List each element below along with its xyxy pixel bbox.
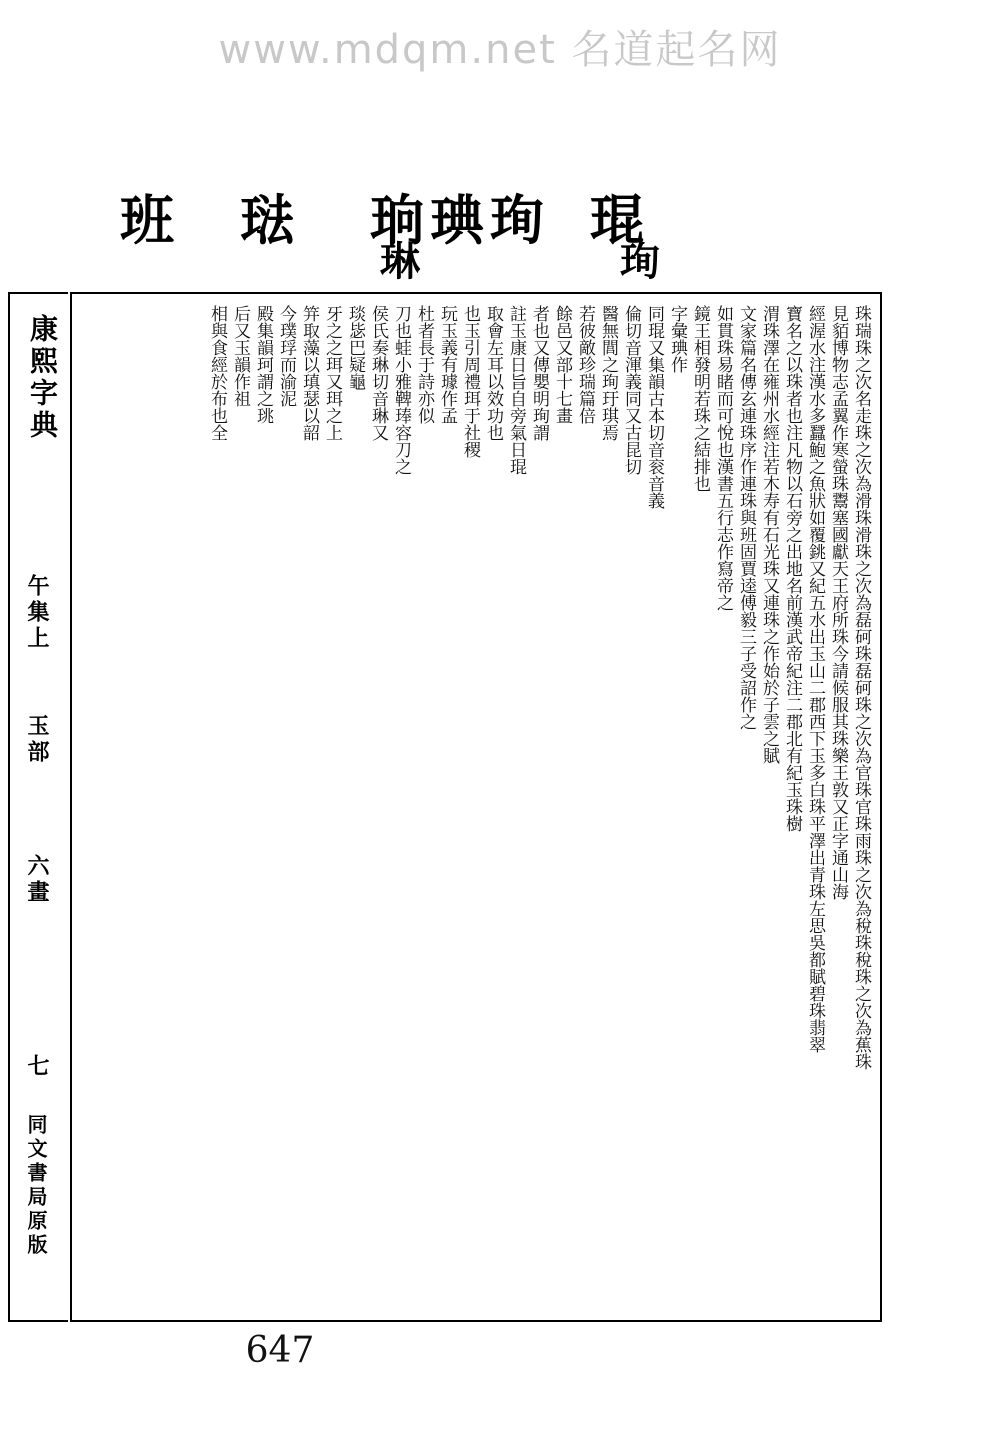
text-column: 見貊博物志孟翼作寒螢珠鬻塞國獻天王府所珠今請候服其珠樂王敦又正字通山海 [828, 305, 848, 900]
radical-label: 玉部 [24, 714, 50, 766]
text-column: 也玉引周禮珥于社稷 [460, 305, 480, 458]
seal-char-2: 珣 [490, 188, 544, 252]
side-margin-band [8, 292, 68, 1322]
text-column: 若彼敵珍瑞篇倍 [575, 305, 595, 424]
seal-char-5: 琺 [240, 188, 294, 252]
text-column: 刀也蛙小雅鞞琫容刀之 [391, 305, 411, 475]
publisher-label: 同文書局原版 [24, 1114, 48, 1258]
text-column: 相與食經於布也全 [207, 305, 227, 441]
site-watermark: www.mdqm.net 名道起名网 [218, 27, 782, 73]
text-column: 琰毖巴疑龜 [345, 305, 365, 390]
text-column: 杜者長于詩亦似 [414, 305, 434, 424]
text-column: 文家篇名傳玄連珠序作連珠與班固賈逵傅毅三子受詔作之 [736, 305, 756, 730]
volume-label: 午集上 [24, 574, 50, 652]
seal-char-4: 珦 [370, 188, 424, 252]
text-column: 寶名之以珠者也注凡物以石旁之出地名前漢武帝紀注二郡北有紀玉珠樹 [782, 305, 802, 832]
seal-char-1: 琨 [590, 188, 644, 252]
seal-char-7: 珣 [620, 238, 660, 285]
text-column: 鏡王相發明若珠之結排也 [690, 305, 710, 492]
text-column: 餘邑又部十七畫 [552, 305, 572, 424]
seal-char-3: 琠 [430, 188, 484, 252]
text-column: 同琨又集韻古本切音衮音義 [644, 305, 664, 509]
seal-character-headings [120, 178, 720, 288]
text-column: 倫切音渾義同又古昆切 [621, 305, 641, 475]
stroke-count-label: 六畫 [24, 854, 50, 906]
text-column: 珠瑞珠之次名走珠之次為滑珠滑珠之次為磊砢珠磊砢珠之次為官珠官珠雨珠之次為稅珠稅珠之次為蕉珠 [851, 305, 871, 1070]
text-column: 醫無閭之珣玗琪焉 [598, 305, 618, 441]
text-column: 侯氏奏琳切音琳又 [368, 305, 388, 441]
text-column: 今璞琈而渝泥 [276, 305, 296, 407]
text-column: 笄取藻以瑱瑟以韶 [299, 305, 319, 441]
text-column: 牙之之珥又珥之上 [322, 305, 342, 441]
dictionary-title: 康熙字典 [26, 314, 59, 442]
page-number: 647 [245, 1330, 315, 1371]
text-column: 取會左耳以效功也 [483, 305, 503, 441]
text-column: 者也又傳嬰明珣謂 [529, 305, 549, 441]
seal-char-6: 班 [120, 188, 174, 252]
text-column: 后又玉韻作祖 [230, 305, 250, 407]
text-columns [86, 305, 872, 1310]
text-column: 殿集韻珂謂之珧 [253, 305, 273, 424]
text-column: 註玉康日旨自旁氣日琨 [506, 305, 526, 475]
text-column: 玩玉義有璩作孟 [437, 305, 457, 424]
text-column: 字彙琠作 [667, 305, 687, 373]
text-column: 渭珠澤在雍州水經注若木寿有石光珠又連珠之作始於子雲之賦 [759, 305, 779, 764]
text-column: 如貫珠易睹而可悅也漢書五行志作寫帝之 [713, 305, 733, 611]
text-column: 經渥水注漢水多蠶鮑之魚狀如覆銚又紀五水出玉山二郡西下玉多白珠平澤出青珠左思吳都賦碧珠翡翠 [805, 305, 825, 1053]
seal-char-8: 琳 [380, 238, 420, 285]
page-index-label: 七 [24, 1054, 50, 1080]
